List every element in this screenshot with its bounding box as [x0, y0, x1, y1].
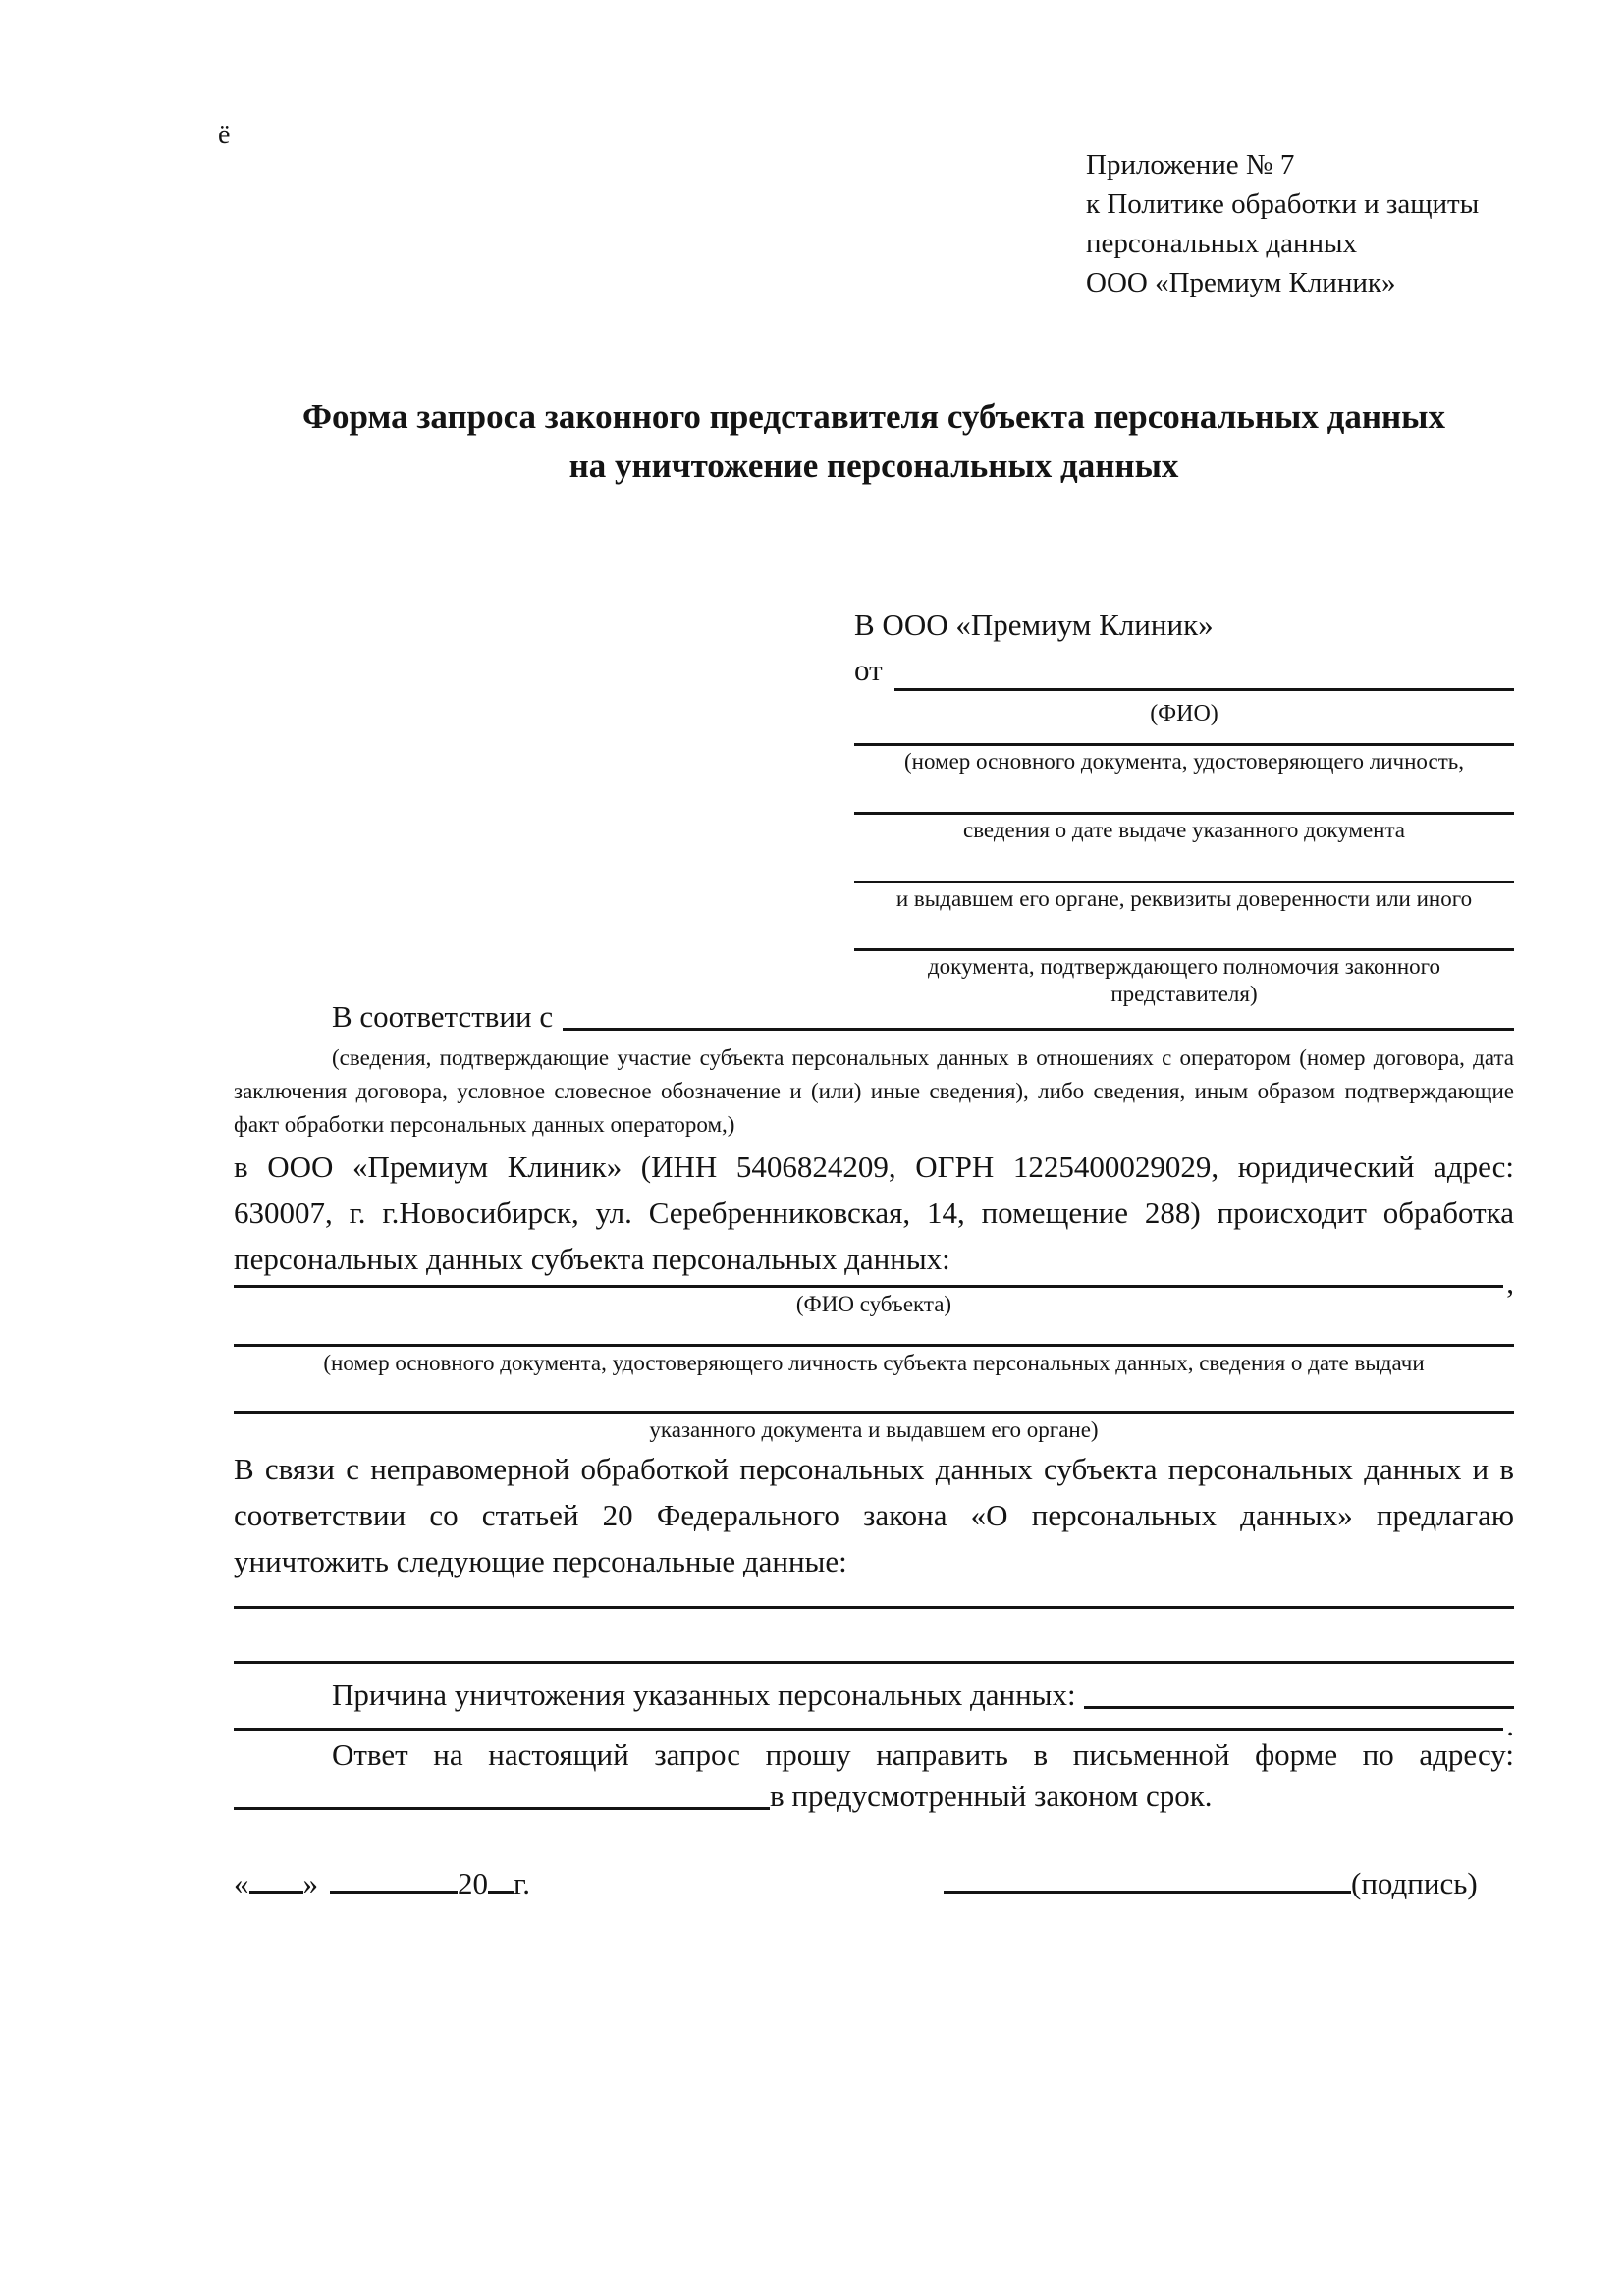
day-write-in-line: [249, 1865, 303, 1894]
reason-write-in-line: [1084, 1676, 1514, 1709]
appendix-line-4: ООО «Премиум Клиник»: [1086, 267, 1396, 298]
stray-char: ё: [218, 120, 231, 150]
operator-paragraph: в ООО «Премиум Клиник» (ИНН 5406824209, ОГРН 1225400029029, юридический адрес: 630007, г. г.Новосибирск, ул. Серебренниковская, 14, помещение 288) происходит обработка персональных данных субъекта персональных данных:: [234, 1149, 1514, 1276]
write-in-line: [234, 1661, 1514, 1664]
reply-address-row: [234, 1776, 1514, 1817]
write-in-line: [234, 1285, 1503, 1288]
appendix-line-1: Приложение № 7: [1086, 149, 1295, 181]
write-in-row: [854, 881, 1514, 913]
signature-row: [234, 1865, 1514, 1924]
write-in-line: [234, 1411, 1514, 1414]
addressee-to: В ООО «Премиум Клиник»: [854, 608, 1214, 642]
document-title: [234, 393, 1514, 491]
write-in-row: [854, 812, 1514, 844]
year-write-in-line: [488, 1865, 514, 1894]
doc-issue-date-caption: сведения о дате выдаче указанного документа: [962, 818, 1406, 842]
appendix-line-2: к Политике обработки и защиты: [1086, 188, 1480, 220]
subject-doc-caption-2: указанного документа и выдавшем его органе): [649, 1417, 1099, 1442]
date-field: [234, 1865, 530, 1901]
address-write-in-line: [234, 1776, 770, 1810]
open-quote: «: [234, 1866, 249, 1900]
subject-doc-caption-1: (номер основного документа, удостоверяющего личность субъекта персональных данных, сведения о дате выдачи: [323, 1351, 1425, 1375]
signature-caption: (подпись): [1351, 1866, 1478, 1900]
subject-fio-caption: (ФИО субъекта): [795, 1292, 952, 1316]
title-line-1: Форма запроса законного представителя субъекта персональных данных: [302, 398, 1445, 436]
appendix-line-3: персональных данных: [1086, 228, 1358, 259]
from-label: от: [854, 653, 883, 687]
signature-write-in-line: [944, 1865, 1351, 1894]
reason-lead: Причина уничтожения указанных персональных данных:: [332, 1678, 1076, 1712]
write-in-line: [854, 948, 1514, 951]
accordance-row: [234, 993, 1514, 1040]
demand-paragraph: В связи с неправомерной обработкой персональных данных субъекта персональных данных и в соответствии со статьей 20 Федерального закона «О персональных данных» предлагаю уничтожить следующие персональные данные:: [234, 1452, 1514, 1578]
write-in-row: [854, 743, 1514, 775]
year-prefix: 20: [458, 1866, 488, 1900]
doc-powers-caption: документа, подтверждающего полномочия законного представителя): [927, 954, 1440, 1006]
write-in-line: [234, 1728, 1503, 1731]
close-quote: »: [302, 1866, 318, 1900]
fio-caption: (ФИО): [1150, 701, 1218, 726]
reason-write-in-row-2: [234, 1708, 1514, 1742]
doc-authority-caption: и выдавшем его органе, реквизиты доверенности или иного: [895, 886, 1473, 911]
fio-write-in-line: [894, 646, 1514, 691]
accordance-write-in-line: [563, 993, 1514, 1031]
addressee-block: [854, 605, 1514, 1008]
reason-row: [234, 1676, 1514, 1715]
title-line-2: на уничтожение персональных данных: [568, 447, 1179, 485]
document-body: [234, 993, 1514, 1817]
line-suffix-period: .: [1506, 1708, 1514, 1742]
accordance-note: (сведения, подтверждающие участие субъекта персональных данных в отношениях с оператором (номер договора, дата заключения договора, условное словесное обозначение и (или) иные сведения), либо сведения, иным образом подтверждающие факт обработки персональных данных оператором,): [234, 1045, 1514, 1137]
signature-field: [944, 1865, 1478, 1901]
reply-paragraph: Ответ на настоящий запрос прошу направить в письменной форме по адресу:: [332, 1737, 1514, 1772]
line-suffix-comma: ,: [1506, 1265, 1514, 1300]
write-in-line: [234, 1606, 1514, 1609]
write-in-line: [234, 1344, 1514, 1347]
appendix-header: [1086, 145, 1479, 302]
accordance-lead: В соответствии с: [332, 999, 554, 1034]
from-row: [854, 646, 1514, 694]
write-in-line: [854, 812, 1514, 815]
reply-tail: в предусмотренный законом срок.: [770, 1779, 1213, 1813]
write-in-line: [854, 743, 1514, 746]
doc-number-caption: (номер основного документа, удостоверяющего личность,: [903, 749, 1464, 774]
write-in-line: [854, 881, 1514, 883]
year-suffix: г.: [514, 1866, 530, 1900]
month-write-in-line: [330, 1865, 458, 1894]
